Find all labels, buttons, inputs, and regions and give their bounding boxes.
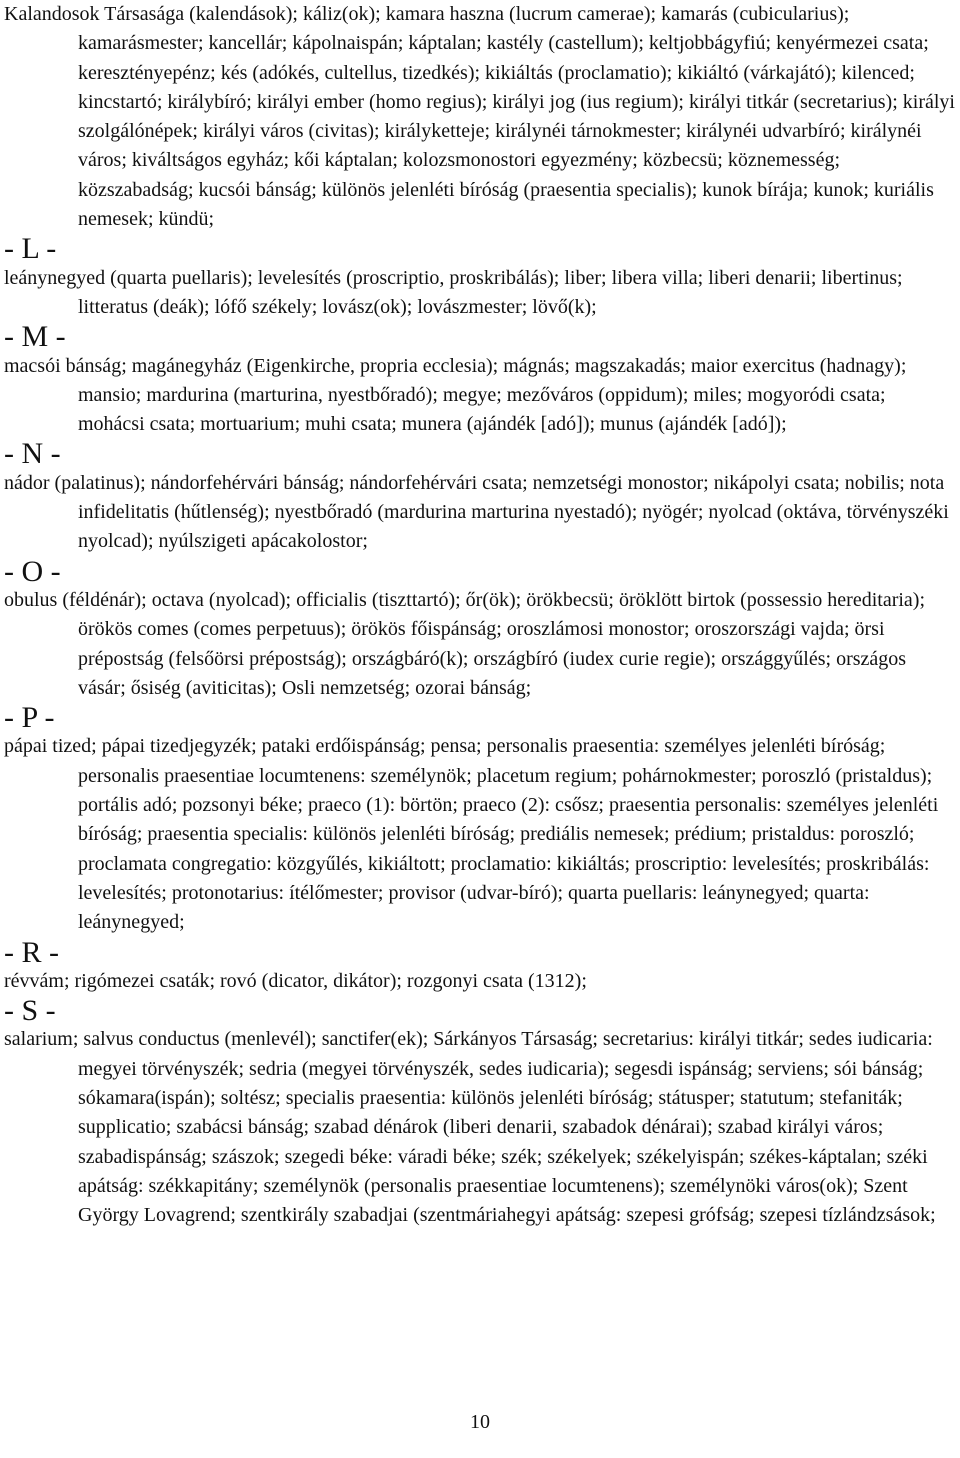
page-number: 10 <box>470 1411 490 1433</box>
index-entries-n: nádor (palatinus); nándorfehérvári bánság; nándorfehérvári csata; nemzetségi monostor; nikápolyi csata; nobilis; nota infidelitatis (hűtlenség); nyestbőradó (mardurina marturina nyestadó); nyögér; nyolcad (oktáva, törvényszéki nyolcad); nyúlszigeti apácakolostor; <box>4 471 949 553</box>
letter-heading-n: - N - <box>4 437 61 471</box>
index-entries-k: Kalandosok Társasága (kalendások); káliz(ok); kamara haszna (lucrum camerae); kamarás (cubicularius); kamarásmester; kancellár; kápolnaispán; káptalan; kastély (castellum); keltjobbágyfiú; kenyérmezei csata; keresztényepénz; kés (adókés, cultellus, tizedkés); kikiáltás (proclamatio); kikiáltó (várkajátó); kilenced; kincstartó; királybíró; királyi ember (homo regius); királyi jog (ius regium); királyi titkár (secretarius); királyi szolgálónépek; királyi város (civitas); királyketteje; királynéi tárnokmester; királynéi udvarbíró; királynéi város; kiváltságos egyház; kői káptalan; kolozsmonostori egyezmény; közbecsü; köznemesség; közszabadság; kucsói bánság; különös jelenléti bíróság (praesentia specialis); kunok bírája; kunok; kuriális nemesek; kündü; <box>4 3 955 231</box>
index-entries-l: leánynegyed (quarta puellaris); levelesítés (proscriptio, proskribálás); liber; libera villa; liberi denarii; libertinus; litteratus (deák); lófő székely; lovász(ok); lovászmester; lövő(k); <box>4 266 903 318</box>
index-entries-o: obulus (féldénár); octava (nyolcad); officialis (tiszttartó); őr(ök); örökbecsü; öröklött birtok (possessio hereditaria); örökös comes (comes perpetuus); örökös főispánság; oroszlámosi monostor; oroszországi vajda; örsi prépostság (felsőörsi prépostság); országbáró(k); országbíró (iudex curie regie); országgyűlés; országos vásár; ősiség (aviticitas); Osli nemzetség; ozorai bánság; <box>4 588 926 699</box>
index-entries-p: pápai tized; pápai tizedjegyzék; pataki erdőispánság; pensa; personalis praesentia: személyes jelenléti bíróság; personalis praesentiae locumtenens: személynök; placetum regium; pohárnokmester; poroszló (pristaldus); portális adó; pozsonyi béke; praeco (1): börtön; praeco (2): csősz; praesentia personalis: személyes jelenléti bíróság; praesentia specialis: különös jelenléti bíróság; prediális nemesek; prédium; pristaldus: poroszló; proclamata congregatio: közgyűlés, kikiáltott; proclamatio: kikiáltás; proscriptio: levelesítés; proskribálás: levelesítés; protonotarius: ítélőmester; provisor (udvar-bíró); quarta puellaris: leánynegyed; quarta: leánynegyed; <box>4 735 939 934</box>
index-entries-s: salarium; salvus conductus (menlevél); sanctifer(ek); Sárkányos Társaság; secretarius: királyi titkár; sedes iudicaria: megyei törvényszék; sedria (megyei törvényszék, sedes iudicaria); segesdi ispánság; serviens; sói bánság; sókamara(ispán); soltész; specialis praesentia: különös jelenléti bíróság; státusper; statutum; stefaniták; supplicatio; szabácsi bánság; szabad dénárok (liberi denarii, szabadok dénárai); szabad királyi város; szabadispánság; szászok; szegedi béke: váradi béke; szék; székelyek; székelyispán; székes-káptalan; széki apátság: székkapitány; személynök (personalis praesentiae locumtenens); személynöki város(ok); Szent György Lovagrend; szentkirály szabadjai (szentmáriahegyi apátság: szepesi grófság; szepesi tízlándzsások; <box>4 1028 936 1227</box>
index-entries-r: révvám; rigómezei csaták; rovó (dicator, dikátor); rozgonyi csata (1312); <box>4 969 587 992</box>
letter-heading-s: - S - <box>4 994 56 1028</box>
index-entries-m: macsói bánság; magánegyház (Eigenkirche, propria ecclesia); mágnás; magszakadás; maior exercitus (hadnagy); mansio; mardurina (marturina, nyestbőradó); megye; mezőváros (oppidum); miles; mogyoródi csata; mohácsi csata; mortuarium; muhi csata; munera (ajándék [adó]); munus (ajándék [adó]); <box>4 354 907 436</box>
letter-heading-m: - M - <box>4 320 66 354</box>
letter-heading-l: - L - <box>4 232 57 266</box>
letter-heading-r: - R - <box>4 935 59 969</box>
letter-heading-o: - O - <box>4 554 61 588</box>
letter-heading-p: - P - <box>4 701 55 735</box>
